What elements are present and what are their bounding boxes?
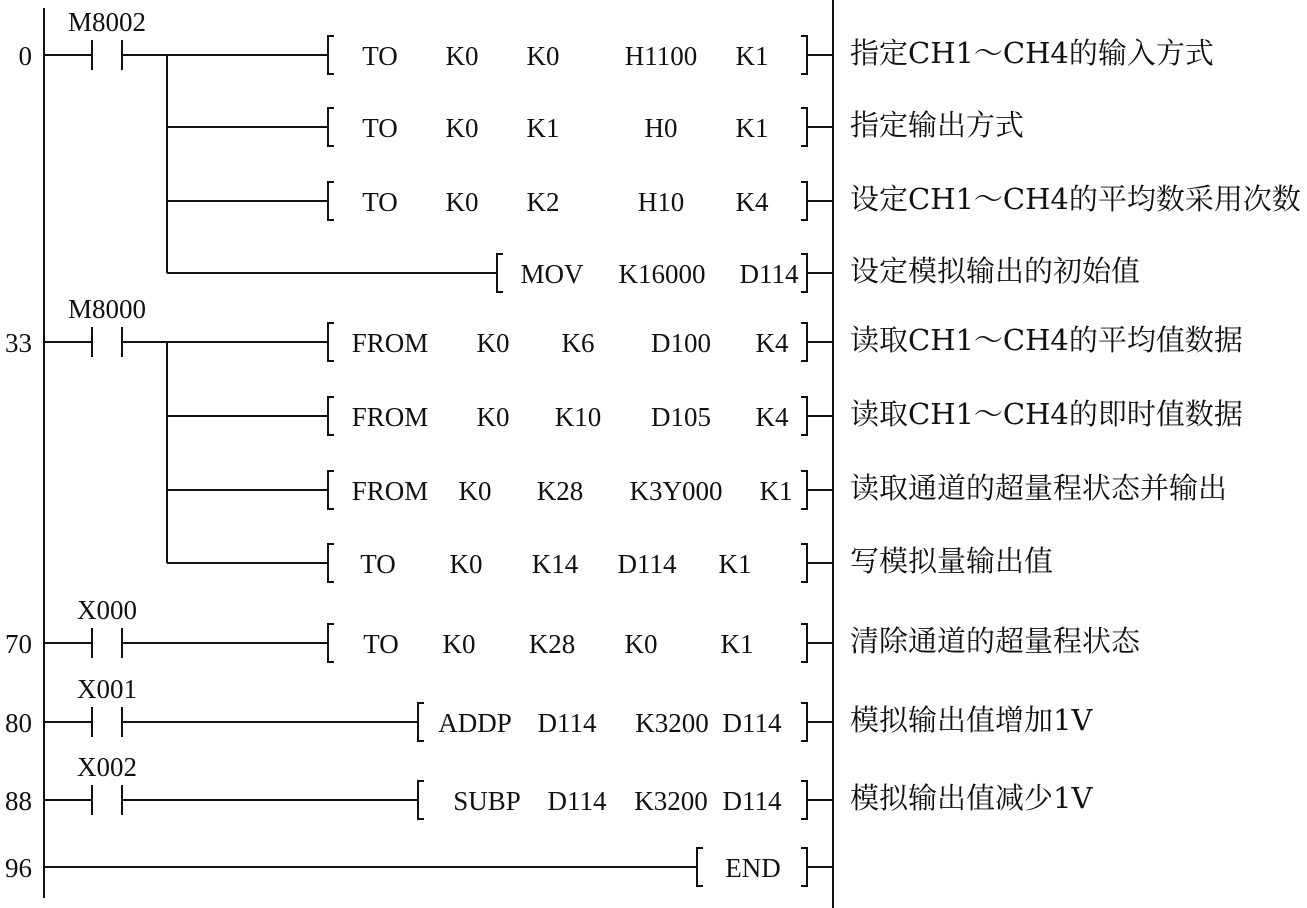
instruction-bracket-left [418, 781, 424, 819]
instruction-token: D114 [722, 708, 782, 738]
instruction-token: K6 [561, 328, 595, 358]
instruction-token: ADDP [438, 708, 512, 738]
instruction-token: K4 [735, 187, 769, 217]
rung-comment: 模拟输出值减少1V [850, 781, 1093, 815]
instruction-token: K16000 [618, 259, 706, 289]
instruction-token: K3200 [634, 786, 708, 816]
instruction-token: K1 [526, 113, 560, 143]
instruction-token: K4 [755, 402, 789, 432]
instruction-token: FROM [351, 402, 429, 432]
rung-comment: 写模拟量输出值 [850, 544, 1054, 578]
rung-comment: 读取CH1～CH4的平均值数据 [850, 323, 1243, 357]
instruction-token: D114 [547, 786, 607, 816]
contact-label: X000 [77, 595, 137, 625]
instruction-bracket-left [418, 703, 424, 741]
instruction-token: K14 [531, 549, 579, 579]
instruction-bracket-right [801, 36, 807, 74]
instruction-token: D100 [651, 328, 711, 358]
rung-comment: 读取CH1～CH4的即时值数据 [850, 397, 1243, 431]
instruction-token: FROM [351, 476, 429, 506]
instruction-bracket-right [801, 397, 807, 435]
contact-label: X002 [77, 752, 137, 782]
contact-label: X001 [77, 674, 137, 704]
instruction-bracket-right [801, 108, 807, 146]
instruction-bracket-right [801, 703, 807, 741]
instruction-token: K0 [445, 187, 479, 217]
instruction-token: K2 [526, 187, 560, 217]
instruction-token: K1 [720, 629, 754, 659]
instruction-bracket-left [328, 36, 334, 74]
instruction-token: TO [362, 41, 398, 71]
rung-comment: 设定模拟输出的初始值 [850, 254, 1141, 288]
instruction-token: K3Y000 [629, 476, 723, 506]
instruction-bracket-left [328, 624, 334, 662]
step-number: 33 [5, 328, 32, 358]
rung-comment: 指定输出方式 [850, 108, 1025, 142]
instruction-token: TO [363, 629, 399, 659]
instruction-token: D114 [739, 259, 799, 289]
instruction-bracket-right [801, 254, 807, 292]
instruction-token: TO [360, 549, 396, 579]
instruction-token: D105 [651, 402, 711, 432]
instruction-token: K4 [755, 328, 789, 358]
instruction-token: K3200 [635, 708, 709, 738]
instruction-bracket-left [697, 848, 703, 886]
instruction-token: K10 [554, 402, 602, 432]
instruction-bracket-right [801, 848, 807, 886]
instruction-token: K0 [476, 402, 510, 432]
step-number: 96 [5, 853, 32, 883]
instruction-bracket-left [328, 108, 334, 146]
instruction-bracket-right [801, 781, 807, 819]
instruction-bracket-left [328, 323, 334, 361]
rung-comment: 指定CH1～CH4的输入方式 [850, 36, 1214, 70]
instruction-bracket-left [328, 544, 334, 582]
instruction-token: K1 [759, 476, 793, 506]
instruction-bracket-right [801, 471, 807, 509]
rung-comment: 读取通道的超量程状态并输出 [850, 471, 1228, 505]
instruction-bracket-right [801, 624, 807, 662]
instruction-token: K28 [528, 629, 576, 659]
instruction-token: SUBP [453, 786, 521, 816]
instruction-bracket-right [801, 182, 807, 220]
instruction-token: D114 [537, 708, 597, 738]
instruction-token: H0 [644, 113, 678, 143]
step-number: 0 [18, 41, 32, 71]
instruction-token: H10 [637, 187, 685, 217]
instruction-token: K0 [458, 476, 492, 506]
instruction-token: K1 [735, 41, 769, 71]
instruction-token: MOV [520, 259, 584, 289]
instruction-token: TO [362, 187, 398, 217]
instruction-token: TO [362, 113, 398, 143]
step-number: 80 [5, 708, 32, 738]
instruction-token: K28 [536, 476, 584, 506]
instruction-token: K0 [442, 629, 476, 659]
instruction-bracket-left [497, 254, 503, 292]
step-number: 70 [5, 629, 32, 659]
instruction-bracket-left [328, 397, 334, 435]
contact-label: M8002 [67, 7, 147, 37]
rung-comment: 设定CH1～CH4的平均数采用次数 [850, 182, 1301, 216]
instruction-token: K1 [718, 549, 752, 579]
instruction-token: K1 [735, 113, 769, 143]
instruction-bracket-right [801, 544, 807, 582]
contact-label: M8000 [67, 294, 147, 324]
instruction-token: K0 [624, 629, 658, 659]
instruction-bracket-left [328, 471, 334, 509]
step-number: 88 [5, 786, 32, 816]
instruction-token: K0 [445, 113, 479, 143]
instruction-token: FROM [351, 328, 429, 358]
rung-comment: 模拟输出值增加1V [850, 703, 1093, 737]
instruction-bracket-left [328, 182, 334, 220]
instruction-token: D114 [722, 786, 782, 816]
instruction-token: K0 [445, 41, 479, 71]
instruction-token: K0 [526, 41, 560, 71]
instruction-token: D114 [617, 549, 677, 579]
instruction-token: K0 [476, 328, 510, 358]
instruction-token: END [725, 853, 781, 883]
instruction-token: K0 [449, 549, 483, 579]
instruction-bracket-right [801, 323, 807, 361]
rung-comment: 清除通道的超量程状态 [850, 624, 1141, 658]
instruction-token: H1100 [624, 41, 698, 71]
